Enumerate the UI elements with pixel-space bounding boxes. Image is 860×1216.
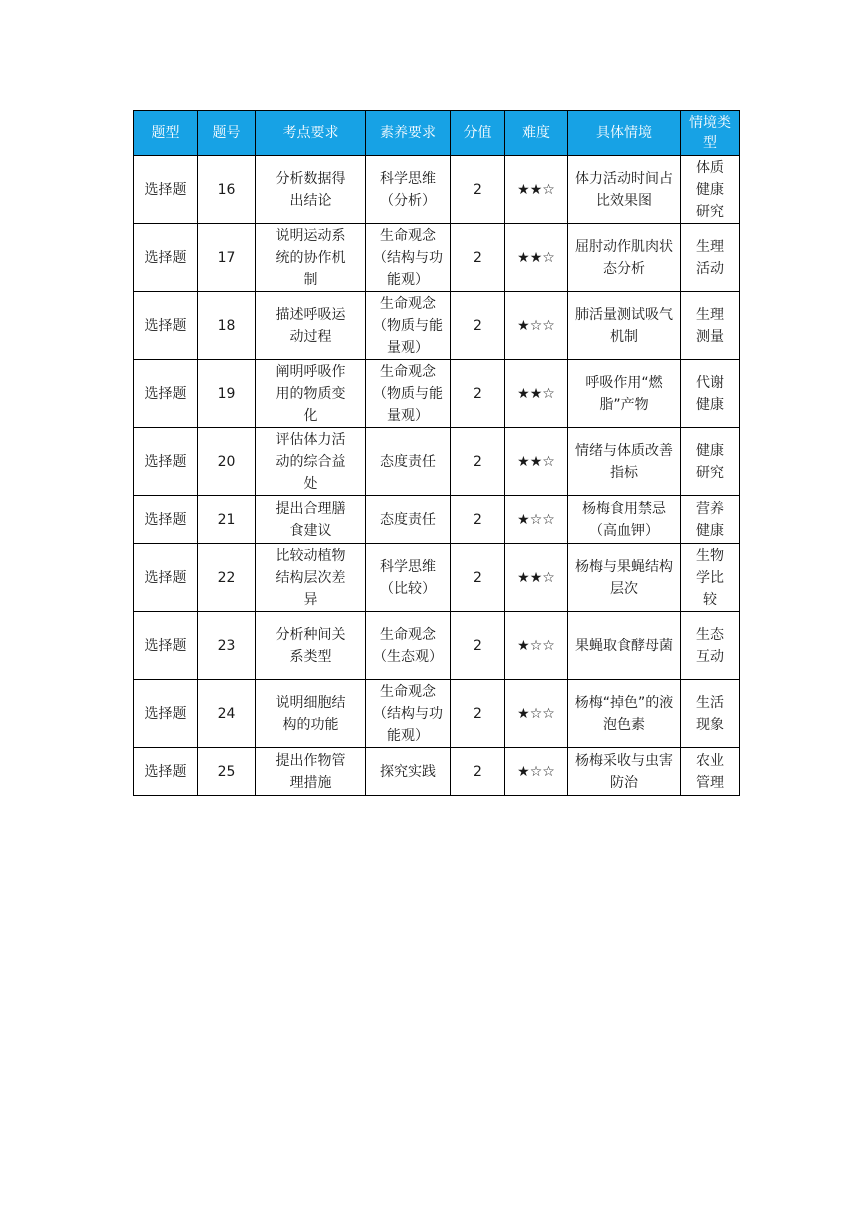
- cell-exam-point-text: 阐明呼吸作用的物质变化: [275, 363, 346, 424]
- cell-situation-type: [681, 360, 740, 428]
- cell-exam-point-text: 比较动植物结构层次差异: [275, 547, 346, 608]
- table-row: [134, 544, 740, 612]
- cell-exam-point: [256, 292, 366, 360]
- cell-literacy-text: 生命观念（物质与能量观）: [373, 363, 443, 424]
- cell-exam-point: [256, 428, 366, 496]
- cell-type: 选择题: [134, 428, 198, 496]
- cell-type: 选择题: [134, 496, 198, 544]
- cell-situation-text: 杨梅与果蝇结构层次: [575, 558, 673, 597]
- table-row: [134, 292, 740, 360]
- cell-score: 2: [451, 360, 505, 428]
- cell-situation: [568, 156, 681, 224]
- cell-exam-point: [256, 748, 366, 796]
- cell-literacy: [366, 496, 451, 544]
- cell-situation-type: [681, 544, 740, 612]
- cell-situation: [568, 544, 681, 612]
- cell-exam-point-text: 提出作物管理措施: [275, 752, 346, 791]
- cell-score: 2: [451, 680, 505, 748]
- cell-situation-text: 屈肘动作肌肉状态分析: [575, 238, 673, 277]
- cell-number: 25: [198, 748, 256, 796]
- cell-situation-text: 情绪与体质改善指标: [575, 442, 673, 481]
- cell-exam-point: [256, 680, 366, 748]
- table-row: [134, 360, 740, 428]
- table-row: [134, 680, 740, 748]
- header-difficulty: 难度: [505, 111, 568, 156]
- cell-situation-type-text: 生理测量: [696, 306, 724, 345]
- cell-literacy-text: 态度责任: [380, 511, 436, 528]
- header-exam-point: 考点要求: [256, 111, 366, 156]
- cell-situation: [568, 612, 681, 680]
- cell-number: 22: [198, 544, 256, 612]
- cell-score: 2: [451, 496, 505, 544]
- cell-score: 2: [451, 612, 505, 680]
- cell-situation: [568, 496, 681, 544]
- cell-situation-text: 杨梅采收与虫害防治: [575, 752, 673, 791]
- cell-situation-type-text: 生理活动: [696, 238, 724, 277]
- cell-difficulty: ★☆☆: [505, 680, 568, 748]
- cell-literacy-text: 生命观念（结构与功能观）: [373, 683, 443, 744]
- cell-score: 2: [451, 292, 505, 360]
- cell-literacy-text: 生命观念（物质与能量观）: [373, 295, 443, 356]
- cell-literacy: [366, 680, 451, 748]
- cell-type: 选择题: [134, 748, 198, 796]
- cell-difficulty: ★☆☆: [505, 292, 568, 360]
- cell-exam-point: [256, 156, 366, 224]
- cell-situation-type-text: 生物学比较: [696, 547, 724, 608]
- cell-literacy: [366, 224, 451, 292]
- cell-number: 23: [198, 612, 256, 680]
- table-row: [134, 156, 740, 224]
- cell-type: 选择题: [134, 360, 198, 428]
- cell-situation-text: 杨梅“掉色”的液泡色素: [574, 694, 674, 733]
- header-type: 题型: [134, 111, 198, 156]
- cell-difficulty: ★☆☆: [505, 748, 568, 796]
- cell-type: 选择题: [134, 544, 198, 612]
- cell-type: 选择题: [134, 680, 198, 748]
- cell-difficulty: ★★☆: [505, 360, 568, 428]
- cell-situation-type-text: 营养健康: [696, 500, 724, 539]
- cell-literacy: [366, 156, 451, 224]
- cell-literacy: [366, 544, 451, 612]
- cell-situation-type: [681, 224, 740, 292]
- cell-difficulty: ★★☆: [505, 544, 568, 612]
- cell-type: 选择题: [134, 224, 198, 292]
- header-situation-type: 情境类型: [681, 111, 740, 156]
- cell-situation-text: 肺活量测试吸气机制: [575, 306, 673, 345]
- cell-literacy: [366, 748, 451, 796]
- cell-situation-type: [681, 292, 740, 360]
- cell-exam-point-text: 分析种间关系类型: [275, 626, 346, 665]
- cell-number: 20: [198, 428, 256, 496]
- cell-number: 18: [198, 292, 256, 360]
- header-number: 题号: [198, 111, 256, 156]
- cell-score: 2: [451, 748, 505, 796]
- cell-exam-point-text: 评估体力活动的综合益处: [275, 431, 346, 492]
- cell-situation: [568, 748, 681, 796]
- cell-number: 19: [198, 360, 256, 428]
- cell-exam-point-text: 提出合理膳食建议: [275, 500, 346, 539]
- cell-difficulty: ★★☆: [505, 156, 568, 224]
- cell-score: 2: [451, 156, 505, 224]
- table-row: [134, 224, 740, 292]
- cell-situation-text: 体力活动时间占比效果图: [575, 170, 673, 209]
- cell-situation: [568, 224, 681, 292]
- cell-situation: [568, 680, 681, 748]
- cell-literacy: [366, 428, 451, 496]
- cell-difficulty: ★☆☆: [505, 612, 568, 680]
- cell-number: 16: [198, 156, 256, 224]
- cell-type: 选择题: [134, 292, 198, 360]
- cell-difficulty: ★★☆: [505, 428, 568, 496]
- cell-situation-text: 呼吸作用“燃脂”产物: [585, 374, 663, 413]
- cell-score: 2: [451, 224, 505, 292]
- cell-exam-point-text: 分析数据得出结论: [275, 170, 346, 209]
- header-score: 分值: [451, 111, 505, 156]
- cell-literacy-text: 科学思维（比较）: [380, 558, 436, 597]
- cell-situation-type: [681, 496, 740, 544]
- cell-literacy: [366, 292, 451, 360]
- exam-spec-table: [133, 110, 740, 796]
- cell-literacy-text: 态度责任: [380, 453, 436, 470]
- cell-situation-type-text: 生活现象: [696, 694, 724, 733]
- cell-situation-type-text: 生态互动: [696, 626, 724, 665]
- cell-number: 17: [198, 224, 256, 292]
- header-literacy: 素养要求: [366, 111, 451, 156]
- table-row: [134, 612, 740, 680]
- cell-situation-type-text: 代谢健康: [696, 374, 724, 413]
- cell-literacy-text: 探究实践: [380, 763, 436, 780]
- cell-situation: [568, 428, 681, 496]
- cell-number: 21: [198, 496, 256, 544]
- cell-number: 24: [198, 680, 256, 748]
- cell-exam-point: [256, 224, 366, 292]
- cell-situation-text: 杨梅食用禁忌（高血钾）: [582, 500, 666, 539]
- cell-literacy-text: 生命观念（结构与功能观）: [373, 227, 443, 288]
- cell-situation-type: [681, 680, 740, 748]
- cell-situation: [568, 292, 681, 360]
- cell-exam-point-text: 说明细胞结构的功能: [275, 694, 346, 733]
- cell-exam-point: [256, 544, 366, 612]
- header-situation: 具体情境: [568, 111, 681, 156]
- cell-exam-point: [256, 360, 366, 428]
- cell-situation-type: [681, 748, 740, 796]
- cell-situation-type: [681, 156, 740, 224]
- cell-exam-point-text: 说明运动系统的协作机制: [275, 227, 346, 288]
- cell-situation-type-text: 体质健康研究: [696, 159, 724, 220]
- table-row: [134, 748, 740, 796]
- cell-score: 2: [451, 544, 505, 612]
- cell-situation-type: [681, 612, 740, 680]
- table-row: [134, 496, 740, 544]
- cell-situation: [568, 360, 681, 428]
- header-row: [134, 111, 740, 156]
- cell-literacy-text: 生命观念（生态观）: [373, 626, 443, 665]
- cell-literacy: [366, 612, 451, 680]
- cell-situation-text: 果蝇取食酵母菌: [575, 637, 673, 654]
- cell-situation-type-text: 农业管理: [696, 752, 724, 791]
- cell-situation-type: [681, 428, 740, 496]
- cell-literacy: [366, 360, 451, 428]
- cell-score: 2: [451, 428, 505, 496]
- cell-exam-point: [256, 612, 366, 680]
- cell-exam-point-text: 描述呼吸运动过程: [275, 306, 346, 345]
- cell-literacy-text: 科学思维（分析）: [380, 170, 436, 209]
- cell-difficulty: ★☆☆: [505, 496, 568, 544]
- cell-exam-point: [256, 496, 366, 544]
- cell-difficulty: ★★☆: [505, 224, 568, 292]
- cell-situation-type-text: 健康研究: [696, 442, 724, 481]
- table-row: [134, 428, 740, 496]
- cell-type: 选择题: [134, 612, 198, 680]
- cell-type: 选择题: [134, 156, 198, 224]
